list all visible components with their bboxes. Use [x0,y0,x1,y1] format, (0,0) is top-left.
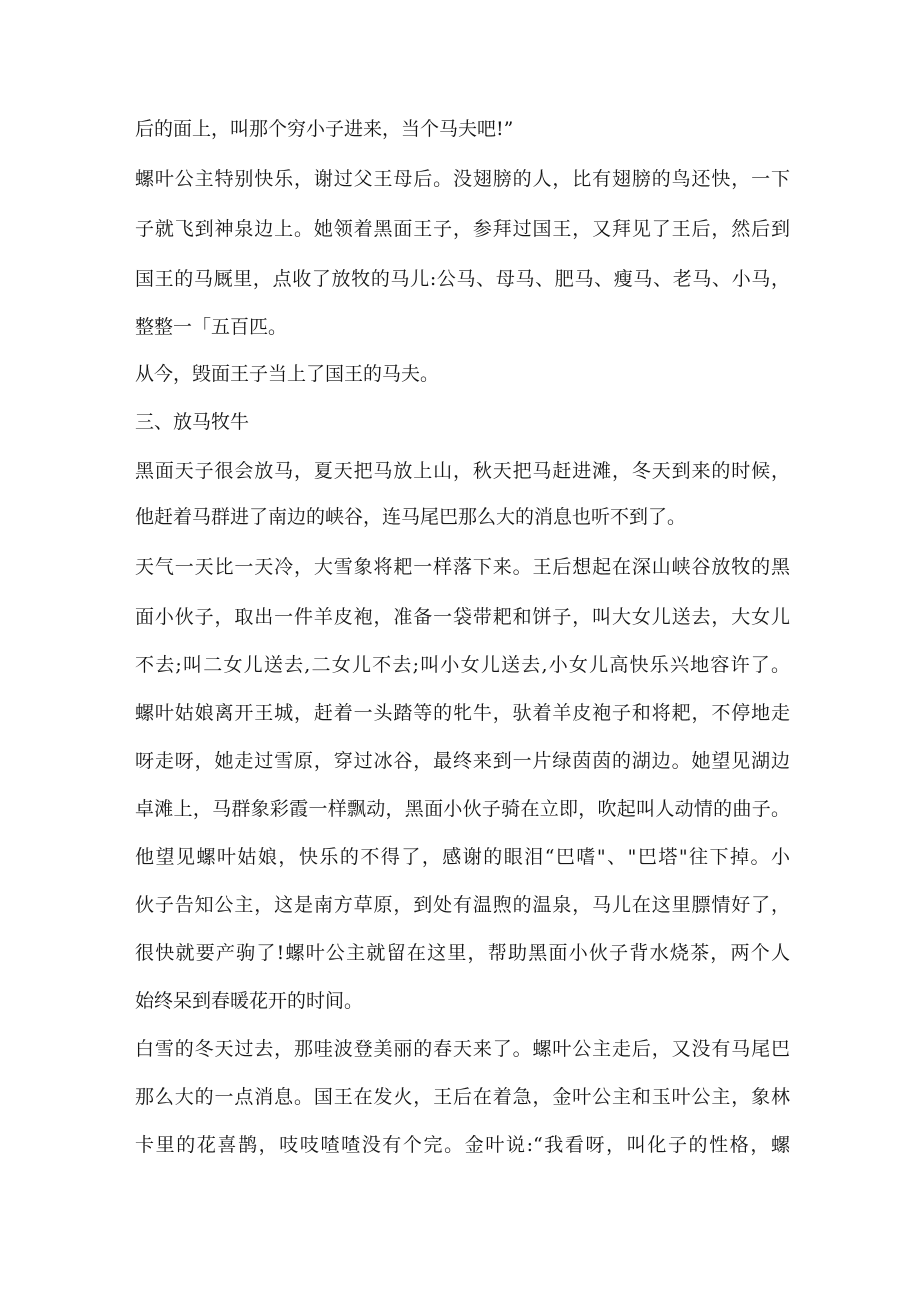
text-line: 国王的马厩里，点收了放牧的马儿:公马、母马、肥马、瘦马、老马、小马， [135,268,790,290]
text-line: 螺叶公主特别快乐，谢过父王母后。没翅膀的人，比有翅膀的鸟还快，一下 [135,168,790,190]
text-line: 不去;叫二女儿送去,二女儿不去;叫小女儿送去,小女儿高快乐兴地容许了。 [135,654,790,676]
text-line: 呀走呀，她走过雪原，穿过冰谷，最终来到一片绿茵茵的湖边。她望见湖边 [135,750,790,772]
text-line: 面小伙子，取出一件羊皮袍，准备一袋带耙和饼子，叫大女儿送去，大女儿 [135,606,790,628]
text-line: 卓滩上，马群象彩霞一样飘动，黑面小伙子骑在立即，吹起叫人动情的曲子。 [135,798,790,820]
text-line: 他赶着马群进了南边的峡谷，连马尾巴那么大的消息也听不到了。 [135,506,687,528]
text-line: 很快就要产驹了!螺叶公主就留在这里，帮助黑面小伙子背水烧茶，两个人 [135,942,790,964]
text-line: 伙子告知公主，这是南方草原，到处有温煦的温泉，马儿在这里膘情好了， [135,894,790,916]
text-line: 整整一「五百匹。 [135,316,288,338]
text-line: 天气一天比一天冷，大雪象将耙一样落下来。王后想起在深山峡谷放牧的黑 [135,556,790,578]
text-line: 那么大的一点消息。国王在发火，王后在着急，金叶公主和玉叶公主，象林 [135,1086,790,1108]
text-line: 白雪的冬天过去，那哇波登美丽的春天来了。螺叶公主走后，又没有马尾巴 [135,1038,790,1060]
section-heading: 三、放马牧牛 [135,411,250,433]
text-line: 螺叶姑娘离开王城，赶着一头踏等的牝牛，驮着羊皮袍子和将耙，不停地走 [135,702,790,724]
text-line: 始终呆到春暖花开的时间。 [135,990,364,1012]
text-line: 从今，毁面王子当上了国王的马夫。 [135,363,440,385]
text-line: 他望见螺叶姑娘，快乐的不得了，感谢的眼泪“巴嗜"、"巴塔"往下掉。小 [135,846,790,868]
text-line: 后的面上，叫那个穷小子进来，当个马夫吧!” [135,118,514,140]
text-line: 黑面天子很会放马，夏天把马放上山，秋天把马赶进滩，冬天到来的时候， [135,460,790,482]
text-line: 卡里的花喜鹊，吱吱喳喳没有个完。金叶说:“我看呀，叫化子的性格，螺 [135,1134,790,1156]
text-line: 子就飞到神泉边上。她领着黑面王子，参拜过国王，又拜见了王后，然后到 [135,218,790,240]
